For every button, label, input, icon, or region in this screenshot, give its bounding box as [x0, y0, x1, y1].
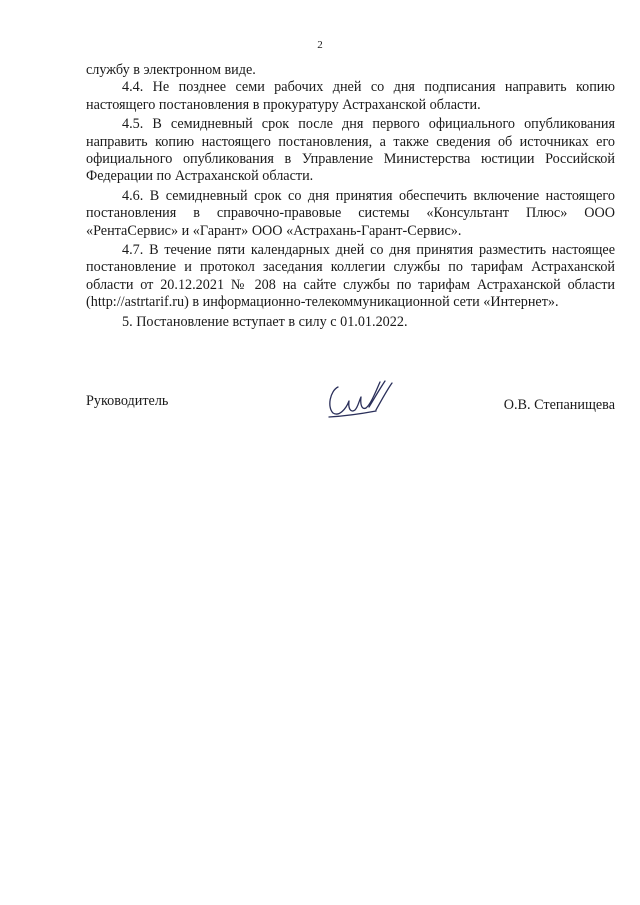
paragraph-4-5: 4.5. В семидневный срок после дня первого официального опубликования направить копию настоящего постановления, а также сведения об источниках его официального опубликования в Управление Министерства юстиции Российской Федерации по Астраханской области.	[86, 116, 615, 185]
paragraph-4-4: 4.4. Не позднее семи рабочих дней со дня подписания направить копию настоящего постановления в прокуратуру Астраханской области.	[86, 79, 615, 113]
signature-block	[86, 377, 615, 427]
paragraph-continuation: службу в электронном виде.	[86, 62, 256, 78]
paragraph-4-7: 4.7. В течение пяти календарных дней со дня принятия разместить настоящее постановление и протокол заседания коллегии службы по тарифам Астраханской области от 20.12.2021 № 208 на сайте службы по тарифам Астраханской области (http://astrtarif.ru) в информационно-телекоммуникационной сети «Интернет».	[86, 242, 615, 311]
signatory-title: Руководитель	[86, 393, 169, 409]
signatory-name: О.В. Степанищева	[503, 397, 615, 413]
paragraph-4-6: 4.6. В семидневный срок со дня принятия обеспечить включение настоящего постановления в справочно-правовые системы «Консультант Плюс» ООО «РентаСервис» и «Гарант» ООО «Астрахань-Гарант-Сервис».	[86, 187, 615, 239]
document-body	[86, 62, 615, 331]
handwritten-signature-icon	[324, 377, 396, 421]
paragraph-5: 5. Постановление вступает в силу с 01.01.2022.	[122, 313, 408, 330]
page-number: 2	[317, 39, 323, 51]
